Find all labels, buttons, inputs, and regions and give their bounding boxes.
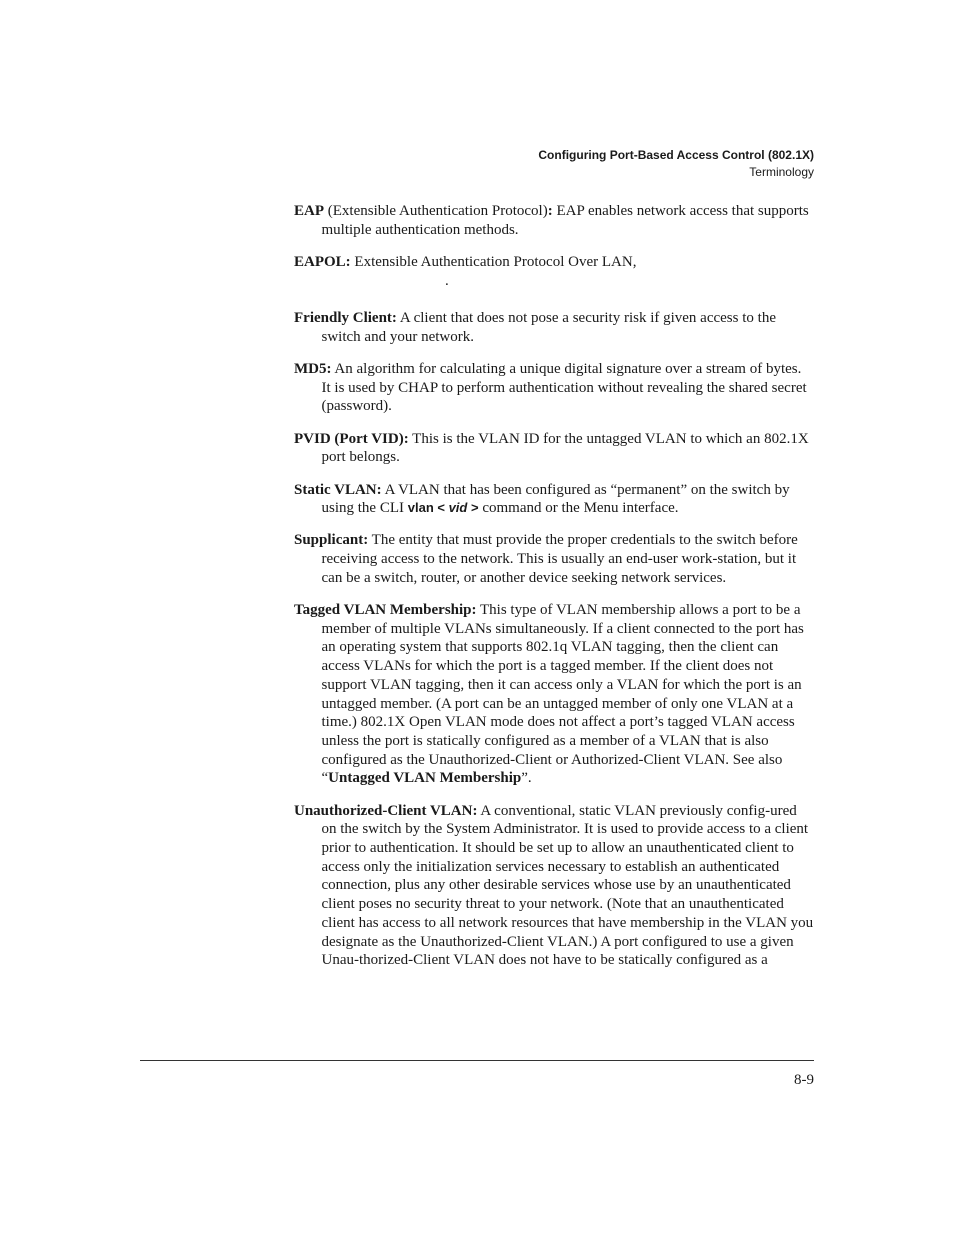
definition-unauthorized-vlan: A conventional, static VLAN previously config-ured on the switch by the System Administrator. It is used to provide access to a client prior to authentication. It should be set up to allow an unauthenticated client to access only the initialization services necessary to establish an authenticated connection, plus any other desirable services whose use by an unauthenticated client poses no security threat to your network. (Note that an unauthenticated client has access to all network resources that have membership in the VLAN you designate as the Unauthorized-Client VLAN.) A port configured to use a given Unau-thorized-Client VLAN does not have to be statically configured as a — [321, 802, 814, 969]
definition-eapol: Extensible Authentication Protocol Over LAN, — [350, 253, 637, 270]
section-name: Terminology — [749, 165, 814, 179]
term-eap: EAP — [294, 203, 324, 219]
cli-command-name: vlan < — [407, 500, 449, 516]
definition-static-vlan-part1: A VLAN that has been configured as “permanent” on the switch by using the CLI — [321, 481, 790, 517]
definition-supplicant: The entity that must provide the proper credentials to the switch before receiving access to the network. This is usually an end-user work-station, but it can be a switch, router, or another device seeking network services. — [321, 532, 798, 586]
glossary-content — [294, 202, 814, 983]
glossary-entry-static-vlan — [294, 481, 814, 518]
glossary-entry-eap — [294, 202, 814, 239]
glossary-entry-eapol — [294, 253, 814, 272]
cli-command — [408, 500, 479, 515]
term-md5: MD5: — [294, 361, 332, 378]
term-static-vlan: Static VLAN: — [294, 481, 382, 498]
definition-eap-colon: : — [547, 203, 553, 219]
definition-tagged-vlan-part2: ”. — [521, 770, 532, 787]
term-pvid: PVID (Port VID): — [294, 430, 409, 447]
glossary-entry-unauthorized-vlan — [294, 802, 814, 970]
glossary-entry-md5 — [294, 360, 814, 416]
definition-pvid: This is the VLAN ID for the untagged VLAN to which an 802.1X port belongs. — [321, 430, 809, 466]
definition-static-vlan-part2: command or the Menu interface. — [478, 500, 679, 517]
chapter-title: Configuring Port-Based Access Control (802.1X) — [538, 148, 814, 162]
term-eapol: EAPOL: — [294, 253, 351, 270]
definition-tagged-vlan-part1: This type of VLAN membership allows a port to be a member of multiple VLANs simultaneously. If a client connected to the port has an operating system that supports 802.1q VLAN tagging, then the client can access VLANs for which the port is a tagged member. If the client does not support VLAN tagging, then it can access only a VLAN for which the port is an untagged member. (A port can be an untagged member of only one VLAN at a time.) 802.1X Open VLAN mode does not affect a port’s tagged VLAN access unless the port is statically configured as a member of a VLAN that is also configured as the Unauthorized-Client or Authorized-Client VLAN. See also “ — [321, 602, 804, 787]
cli-command-variable: vid — [448, 500, 468, 516]
term-supplicant: Supplicant: — [294, 532, 369, 549]
glossary-entry-friendly-client — [294, 309, 814, 346]
definition-friendly-client: A client that does not pose a security risk if given access to the switch and your network. — [321, 310, 776, 345]
definition-md5: An algorithm for calculating a unique digital signature over a stream of bytes. It is used by CHAP to perform authentication without revealing the shared secret (password). — [321, 361, 807, 415]
definition-eap-part1: (Extensible Authentication Protocol) — [324, 203, 548, 219]
term-friendly-client: Friendly Client: — [294, 310, 397, 327]
glossary-entry-pvid — [294, 430, 814, 467]
running-header — [538, 147, 814, 181]
term-unauthorized-vlan: Unauthorized-Client VLAN: — [294, 802, 478, 819]
page-number: 8-9 — [794, 1072, 814, 1088]
eapol-trailing-dot: . — [445, 273, 449, 290]
definition-eap-part2: EAP enables network access that supports multiple authentication methods. — [321, 203, 809, 238]
term-tagged-vlan: Tagged VLAN Membership: — [294, 602, 477, 619]
glossary-entry-tagged-vlan — [294, 601, 814, 788]
cli-command-end: > — [467, 500, 479, 516]
glossary-entry-supplicant — [294, 531, 814, 587]
see-also-reference: Untagged VLAN Membership — [328, 770, 522, 787]
footer-rule — [140, 1060, 814, 1061]
